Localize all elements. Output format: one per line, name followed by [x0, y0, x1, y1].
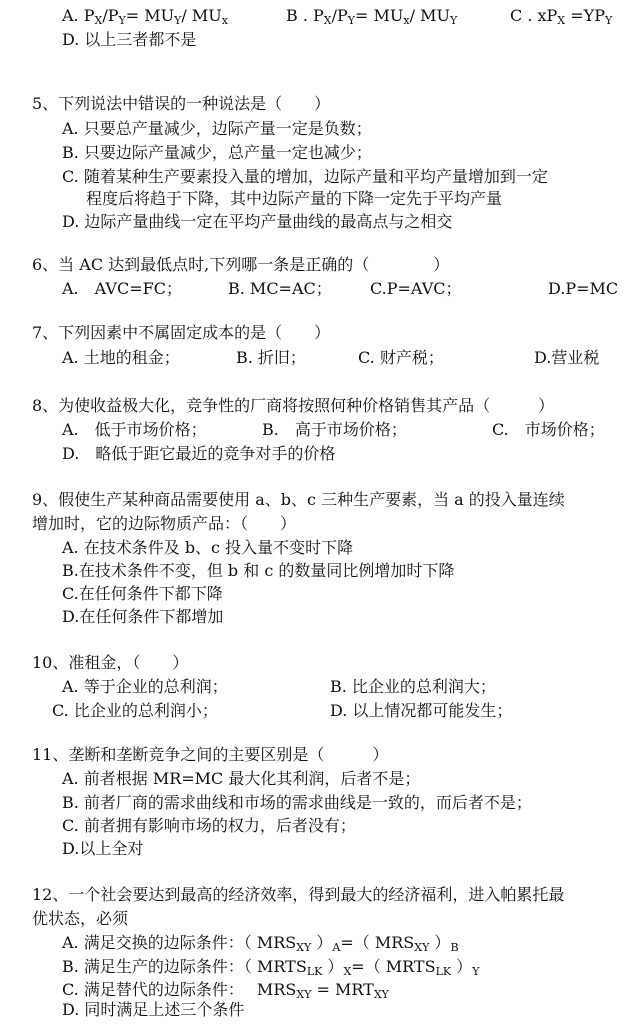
- q9-option-d: D.在任何条件下都增加: [62, 607, 224, 626]
- q8-option-d: D. 略低于距它最近的竞争对手的价格: [62, 444, 336, 463]
- q9-option-c: C.在任何条件下都下降: [62, 584, 223, 603]
- q9-option-b: B.在技术条件不变，但 b 和 c 的数量同比例增加时下降: [62, 561, 455, 580]
- q7-stem: 7、下列因素中不属固定成本的是（ ）: [32, 323, 331, 342]
- q6-option-b: B. MC=AC；: [228, 279, 332, 298]
- q8-option-c: C. 市场价格；: [492, 420, 605, 439]
- q4-option-d: D. 以上三者都不是: [62, 30, 197, 49]
- q7-option-c: C. 财产税；: [358, 348, 444, 367]
- q11-option-c: C. 前者拥有影响市场的权力，后者没有；: [62, 816, 356, 835]
- q9-stem-line2: 增加时，它的边际物质产品：（ ）: [32, 514, 297, 533]
- q11-option-d: D.以上全对: [62, 839, 144, 858]
- q4-option-b: B . $P_X/P_Y= MU_x/$ $MU_Y$: [286, 6, 458, 27]
- q12-option-c: C. 满足替代的边际条件： $MRS_{XY} = MRT_{XY}$: [62, 980, 389, 1001]
- q11-option-a: A. 前者根据 MR=MC 最大化其利润，后者不是；: [62, 769, 421, 788]
- q12-option-b: B. 满足生产的边际条件：（ $MRTS_{LK}$ ）$_X=$（ $MRTS_{LK}$ ）$_Y$: [62, 957, 480, 978]
- q9-stem-line1: 9、假使生产某种商品需要使用 a、b、c 三种生产要素，当 a 的投入量连续: [32, 490, 565, 509]
- q10-stem: 10、准租金，（ ）: [32, 653, 189, 672]
- q12-stem-line1: 12、一个社会要达到最高的经济效率，得到最大的经济福利，进入帕累托最: [32, 885, 565, 904]
- q10-option-d: D. 以上情况都可能发生；: [330, 701, 513, 720]
- q6-option-a: A. AVC=FC；: [62, 279, 182, 298]
- q12-option-a: A. 满足交换的边际条件：（ $MRS_{XY}$ ）$_A=$（ $MRS_{XY}$ ）$_B$: [62, 933, 459, 954]
- q10-option-b: B. 比企业的总利润大；: [330, 677, 496, 696]
- q8-option-b: B. 高于市场价格；: [262, 420, 407, 439]
- q5-stem: 5、下列说法中错误的一种说法是（ ）: [32, 94, 331, 113]
- q10-option-a: A. 等于企业的总利润；: [62, 677, 228, 696]
- q6-option-d: D.P=MC: [548, 279, 619, 298]
- q5-option-c-line2: 程度后将趋于下降，其中边际产量的下降一定先于平均产量: [86, 189, 503, 208]
- q12-stem-line2: 优状态，必须: [32, 909, 129, 928]
- q9-option-a: A. 在技术条件及 b、c 投入量不变时下降: [62, 538, 354, 557]
- q7-option-d: D.营业税: [534, 348, 600, 367]
- q4-option-a: A. $P_X/P_Y= MU_Y/$ $MU_x$: [62, 6, 228, 27]
- q7-option-b: B. 折旧；: [236, 348, 306, 367]
- q8-stem: 8、为使收益极大化，竞争性的厂商将按照何种价格销售其产品（ ）: [32, 396, 555, 415]
- q11-stem: 11、垄断和垄断竞争之间的主要区别是（ ）: [32, 745, 389, 764]
- q6-stem: 6、当 AC 达到最低点时,下列哪一条是正确的（ ）: [32, 255, 450, 274]
- q5-option-b: B. 只要边际产量减少，总产量一定也减少；: [62, 143, 372, 162]
- q7-option-a: A. 土地的租金；: [62, 348, 180, 367]
- q5-option-d: D. 边际产量曲线一定在平均产量曲线的最高点与之相交: [62, 212, 453, 231]
- q6-option-c: C.P=AVC；: [370, 279, 462, 298]
- q5-option-c-line1: C. 随着某种生产要素投入量的增加，边际产量和平均产量增加到一定: [62, 167, 548, 186]
- q4-option-c: C . $xP_X =YP_Y$: [510, 6, 613, 27]
- q5-option-a: A. 只要总产量减少，边际产量一定是负数；: [62, 119, 372, 138]
- q8-option-a: A. 低于市场价格；: [62, 420, 207, 439]
- q12-option-d: D. 同时满足上述三个条件: [62, 1000, 245, 1019]
- q10-option-c: C. 比企业的总利润小；: [52, 701, 218, 720]
- q11-option-b: B. 前者厂商的需求曲线和市场的需求曲线是一致的，而后者不是；: [62, 793, 532, 812]
